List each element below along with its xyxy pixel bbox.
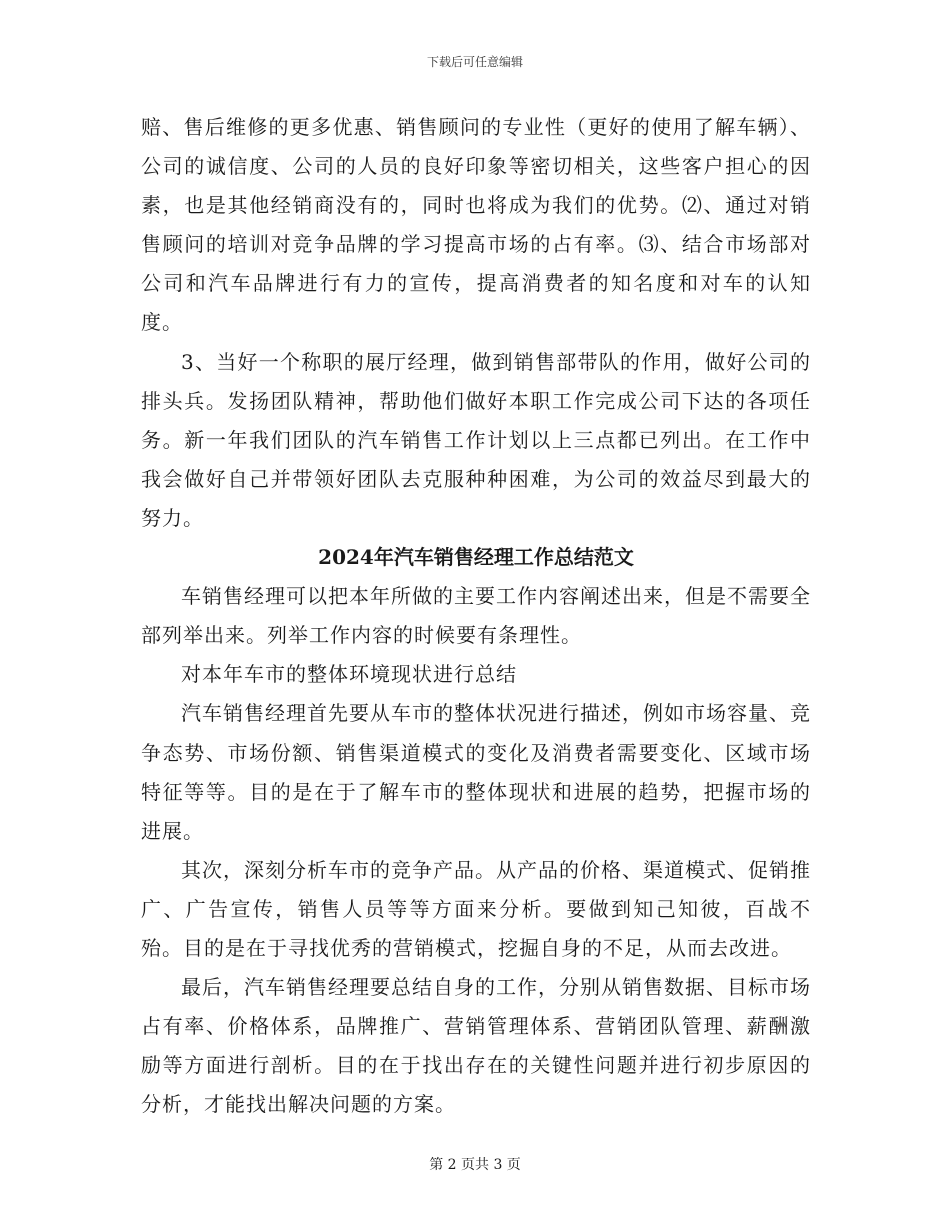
document-body — [141, 108, 811, 1124]
paragraph-self-review: 最后，汽车销售经理要总结自身的工作，分别从销售数据、目标市场占有率、价格体系，品牌推广、营销管理体系、营销团队管理、薪酬激励等方面进行剖析。目的在于找出存在的关键性问题并进行初步原因的分析，才能找出解决问题的方案。 — [141, 975, 811, 1117]
paragraph-intro: 车销售经理可以把本年所做的主要工作内容阐述出来，但是不需要全部列举出来。列举工作内容的时候要有条理性。 — [141, 584, 811, 648]
paragraph-continuation: 赔、售后维修的更多优惠、销售顾问的专业性（更好的使用了解车辆）、公司的诚信度、公司的人员的良好印象等密切相关，这些客户担心的因素，也是其他经销商没有的，同时也将成为我们的优势。⑵、通过对销售顾问的培训对竞争品牌的学习提高市场的占有率。⑶、结合市场部对公司和汽车品牌进行有力的宣传，提高消费者的知名度和对车的认知度。 — [141, 115, 811, 335]
page-footer: 第 2 页共 3 页 — [429, 1157, 521, 1173]
page-header: 下载后可任意编辑 — [426, 55, 523, 69]
section-title: 2024年汽车销售经理工作总结范文 — [318, 545, 634, 570]
paragraph-subheading: 对本年车市的整体环境现状进行总结 — [181, 662, 517, 687]
paragraph-competition: 其次，深刻分析车市的竞争产品。从产品的价格、渠道模式、促销推广、广告宣传，销售人员等等方面来分析。要做到知己知彼，百战不殆。目的是在于寻找优秀的营销模式，挖掘自身的不足，从而去改进。 — [141, 857, 811, 960]
paragraph-market-overview: 汽车销售经理首先要从车市的整体状况进行描述，例如市场容量、竞争态势、市场份额、销售渠道模式的变化及消费者需要变化、区域市场特征等等。目的是在于了解车市的整体现状和进展的趋势，把握市场的进展。 — [141, 701, 811, 843]
paragraph-item-3: 3、当好一个称职的展厅经理，做到销售部带队的作用，做好公司的排头兵。发扬团队精神，帮助他们做好本职工作完成公司下达的各项任务。新一年我们团队的汽车销售工作计划以上三点都已列出。在工作中我会做好自己并带领好团队去克服种种困难，为公司的效益尽到最大的努力。 — [141, 349, 811, 530]
